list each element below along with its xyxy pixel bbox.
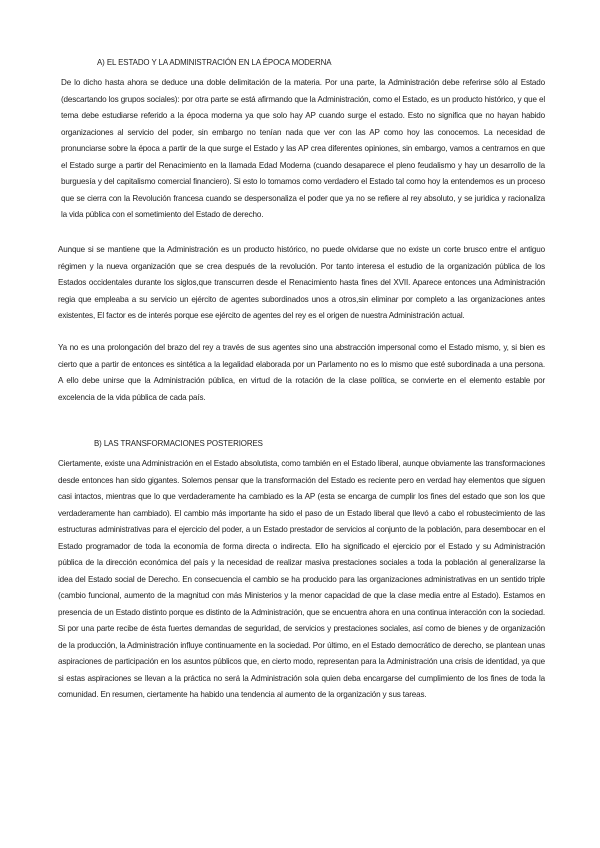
section-a-paragraph-3: Ya no es una prolongación del brazo del rey a través de sus agentes sino una abstracción impersonal como el Estado mismo, y, si bien es cierto que a partir de entonces es sintética a la legalidad elaborada por un Parlamento no es lo mismo que esté subordinada a una persona. A ello debe unirse que la Administración pública, en virtud de la rotación de la clase política, se convierte en el elemento estable por excelencia de la vida pública de cada país. (58, 343, 545, 402)
section-b-paragraph-1: Ciertamente, existe una Administración en el Estado absolutista, como también en el Estado liberal, aunque obviamente las transformaciones desde entonces han sido gigantes. Solemos pensar que la transformación del Estado es reciente pero en verdad hay elementos que siguen casi intactos, mientras que lo que verdaderamente ha cambiado es la AP (esta se encarga de cumplir los fines del estado que son los que verdaderamente han cambiado). El cambio más importante ha sido el paso de un Estado liberal que llevó a cabo el robustecimiento de las estructuras administrativas para el ejercicio del poder, a un Estado prestador de servicios al conjunto de la población, para desembocar en el Estado programador de toda la economía de forma directa o indirecta. Ello ha significado el ejercicio por el Estado y su Administración pública de la dirección económica del país y la necesidad de realizar masiva prestaciones sociales a toda la población al generalizarse la idea del Estado social de Derecho. En consecuencia el cambio se ha producido para las organizaciones administrativas en un sentido triple (cambio funcional, aumento de la magnitud con más Ministerios y la menor capacidad de que la clase media entre al Estado). Estamos en presencia de un Estado distinto porque es distinto de la Administración, que se encuentra ahora en una continua interacción con la sociedad. Si por una parte recibe de ésta fuertes demandas de seguridad, de servicios y prestaciones sociales, así como de bienes y de organización de la producción, la Administración influye continuamente en la sociedad. Por último, en el Estado democrático de derecho, se plantean unas aspiraciones de participación en los asuntos públicos que, en cierto modo, representan para la Administración una crisis de identidad, ya que si estas aspiraciones se llevan a la práctica no será la Administración sola quien deba encargarse del cumplimiento de los fines de toda la comunidad. En resumen, ciertamente ha habido una tendencia al aumento de la organización y sus tareas. (58, 459, 545, 699)
section-a-paragraph-1: De lo dicho hasta ahora se deduce una doble delimitación de la materia. Por una parte, la Administración debe referirse sólo al Estado (descartando los grupos sociales): por otra parte se está afirmando que la Administración, como el Estado, es un producto histórico, y que el tema debe estudiarse referido a la época moderna ya que solo hay AP cuando surge el estado. Esto no significa que no hayan habido organizaciones al servicio del poder, sin embargo no tenían nada que ver con las AP como hoy las conocemos. La necesidad de pronunciarse sobre la época a partir de la que surge el Estado y las AP crea diferentes opiniones, sin embargo, vamos a centrarnos en que el Estado surge a partir del Renacimiento en la llamada Edad Moderna (cuando desaparece el pleno feudalismo y hay un desarrollo de la burguesía y del capitalismo comercial financiero). Si esto lo tomamos como verdadero el Estado tal como hoy la entendemos es un proceso que se cierra con la Revolución francesa cuando se despersonaliza el poder que ya no se refiere al rey absoluto, y se juridica y racionaliza la vida pública con el sometimiento del Estado de derecho. (61, 78, 545, 219)
section-b-heading: B) LAS TRANSFORMACIONES POSTERIORES (94, 438, 263, 448)
section-a-paragraph-2: Aunque si se mantiene que la Administración es un producto histórico, no puede olvidarse que no existe un corte brusco entre el antiguo régimen y la nueva organización que se crea después de la revolución. Por tanto interesa el estudio de la organización pública de los Estados occidentales durante los siglos,que transcurren desde el Renacimiento hasta fines del XVII. Aparece entonces una Administración regia que empleaba a su servicio un ejército de agentes subordinados unos a otros,sin eliminar por completo a las organizaciones antes existentes, El factor es de interés porque ese ejército de agentes del rey es el origen de nuestra Administración actual. (58, 245, 545, 320)
section-a-heading: A) EL ESTADO Y LA ADMINISTRACIÓN EN LA ÉPOCA MODERNA (97, 57, 332, 67)
